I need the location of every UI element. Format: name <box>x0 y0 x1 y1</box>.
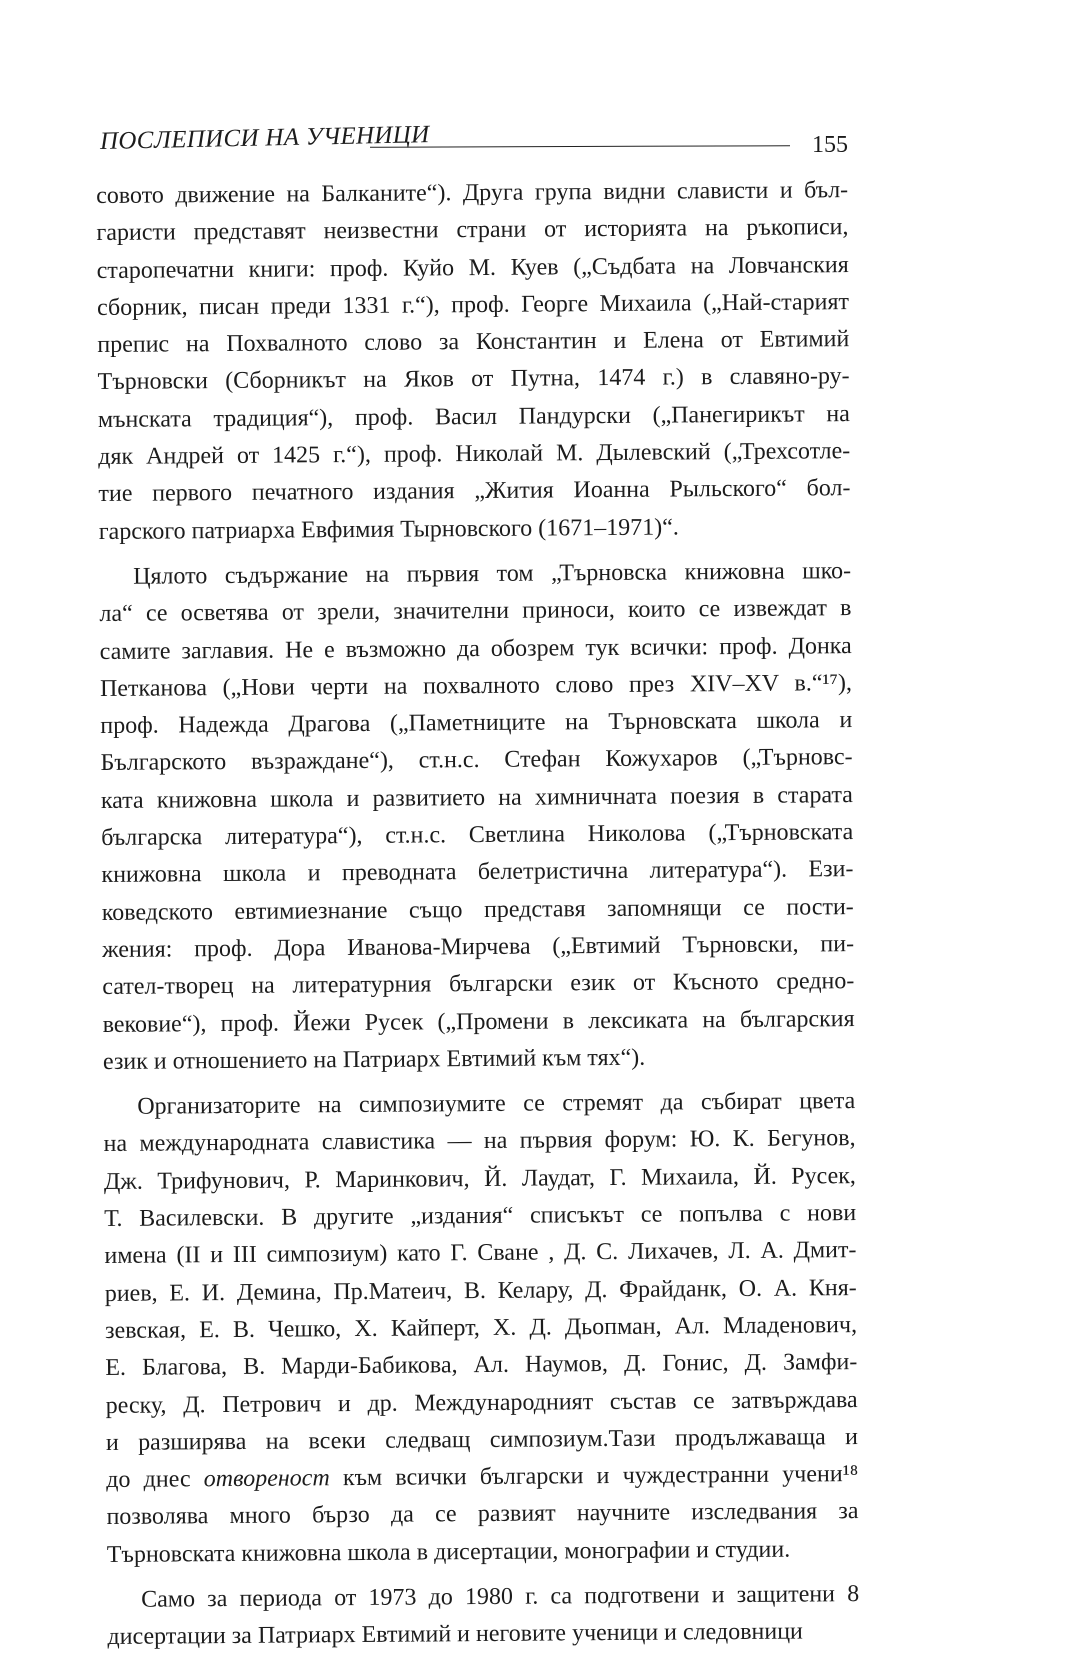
text-line: проф. Надежда Драгова („Паметниците на Търновската школа и <box>100 707 853 740</box>
text-line: Т. Василевски. В другите „издания“ списъкът се попълва с нови <box>104 1200 857 1232</box>
text-line: сател-творец на литературния български език от Късното средно- <box>102 968 855 1001</box>
text-line: коведското евтимиезнание също представя запомнящи се пости- <box>101 893 854 926</box>
running-title: ПОСЛЕПИСИ НА УЧЕНИЦИ <box>99 121 430 155</box>
text-line: Организаторите на симпозиумите се стремят да събират цвета <box>137 1088 856 1120</box>
text-line: реску, Д. Петрович и др. Международният състав се затвърждава <box>105 1386 858 1419</box>
text-line: на международната славистика — на първия форум: Ю. К. Бегунов, <box>103 1125 856 1158</box>
text-line: до днес отвореност към всички български и чуждестранни учени¹⁸ <box>106 1461 859 1494</box>
text-line: дяк Андрей от 1425 г.“), проф. Николай М. Дылевский („Трехсотле- <box>98 438 851 471</box>
text-line: ла“ се осветява от зрели, значителни приноси, които се извеждат в <box>99 595 852 628</box>
text-line: самите заглавия. Не е възможно да обозрем тук всички: проф. Донка <box>99 632 852 665</box>
text-line: ката книжовна школа и развитието на химничната поезия в старата <box>100 781 853 814</box>
emphasis: отвореност <box>203 1465 330 1493</box>
text-line: гаристи представят неизвестни страни от историята на ръкописи, <box>96 214 849 247</box>
text-line: Цялото съдържание на първия том „Търновска книжовна шко- <box>133 558 852 590</box>
text-line: дисертации за Патриарх Евтимий и неговите ученици и следовници <box>107 1618 803 1651</box>
text-line: позволява много бързо да се развият научните изследвания за <box>106 1498 859 1531</box>
text-line: сборник, писан преди 1331 г.“), проф. Георге Михаила („Най-старият <box>96 288 850 321</box>
text-line: Търновски (Сборникът на Яков от Путна, 1474 г.) в славяно-ру- <box>97 363 850 396</box>
text-line: Търновската книжовна школа в дисертации, монографии и студии. <box>106 1536 791 1568</box>
paragraph <box>96 172 851 551</box>
text-line: препис на Похвалното слово за Константин и Елена от Евтимий <box>97 326 850 359</box>
text-line: тие первого печатного издания „Жития Иоанна Рыльского“ бол- <box>98 475 851 508</box>
text-line: книжовна школа и преводната белетристична литература“). Ези- <box>101 856 854 889</box>
text-line: риев, Е. И. Демина, Пр.Матеич, В. Келару, Д. Фрайданк, О. А. Кня- <box>104 1274 857 1307</box>
text-line: жения: проф. Дора Иванова-Мирчева („Евтимий Търновски, пи- <box>101 931 855 963</box>
body-text <box>96 172 860 1656</box>
text-line: Българското възраждане“), ст.н.с. Стефан Кожухаров („Търновс- <box>100 744 853 777</box>
text-line: българска литература“), ст.н.с. Светлина Николова („Търновската <box>101 819 854 852</box>
text-line: и разширява на всеки следващ симпозиум.Тази продължаваща и <box>105 1423 859 1456</box>
text-line: Е. Благова, В. Марди-Бабикова, Ал. Наумов, Д. Гонис, Д. Замфи- <box>105 1349 858 1382</box>
text-line: гарского патриарха Евфимия Тырновского (1671–1971)“. <box>98 514 679 545</box>
header-rule <box>370 145 790 147</box>
text-line: Само за периода от 1973 до 1980 г. са подготвени и защитени 8 <box>141 1581 860 1613</box>
text-line: мънската традиция“), проф. Васил Пандурски („Панегирикът на <box>97 400 850 433</box>
text-line: език и отношението на Патриарх Евтимий към тях“). <box>102 1044 646 1075</box>
text-line: Дж. Трифунович, Р. Маринкович, Й. Лаудат, Г. Михаила, Й. Русек, <box>103 1162 856 1195</box>
page-header <box>100 118 850 158</box>
text-line: зевская, Е. В. Чешко, Х. Кайперт, Х. Д. Дьопман, Ал. Младенович, <box>104 1311 858 1344</box>
paragraph <box>107 1576 860 1656</box>
text-line: Петканова („Нови черти на похвалното слово през XIV–XV в.“¹⁷), <box>99 669 853 702</box>
paragraph <box>99 553 855 1081</box>
text-line: совото движение на Балканите“). Друга група видни слависти и бъл- <box>96 177 849 209</box>
page-number: 155 <box>812 132 848 158</box>
text-line: вековие“), проф. Йежи Русек („Промени в лексиката на българския <box>102 1005 855 1038</box>
paragraph <box>103 1083 859 1574</box>
text-line: старопечатни книги: проф. Куйо М. Куев („Съдбата на Ловчанския <box>96 251 849 284</box>
text-line: имена (II и III симпозиум) като Г. Сване , Д. С. Лихачев, Л. А. Дмит- <box>104 1237 857 1270</box>
